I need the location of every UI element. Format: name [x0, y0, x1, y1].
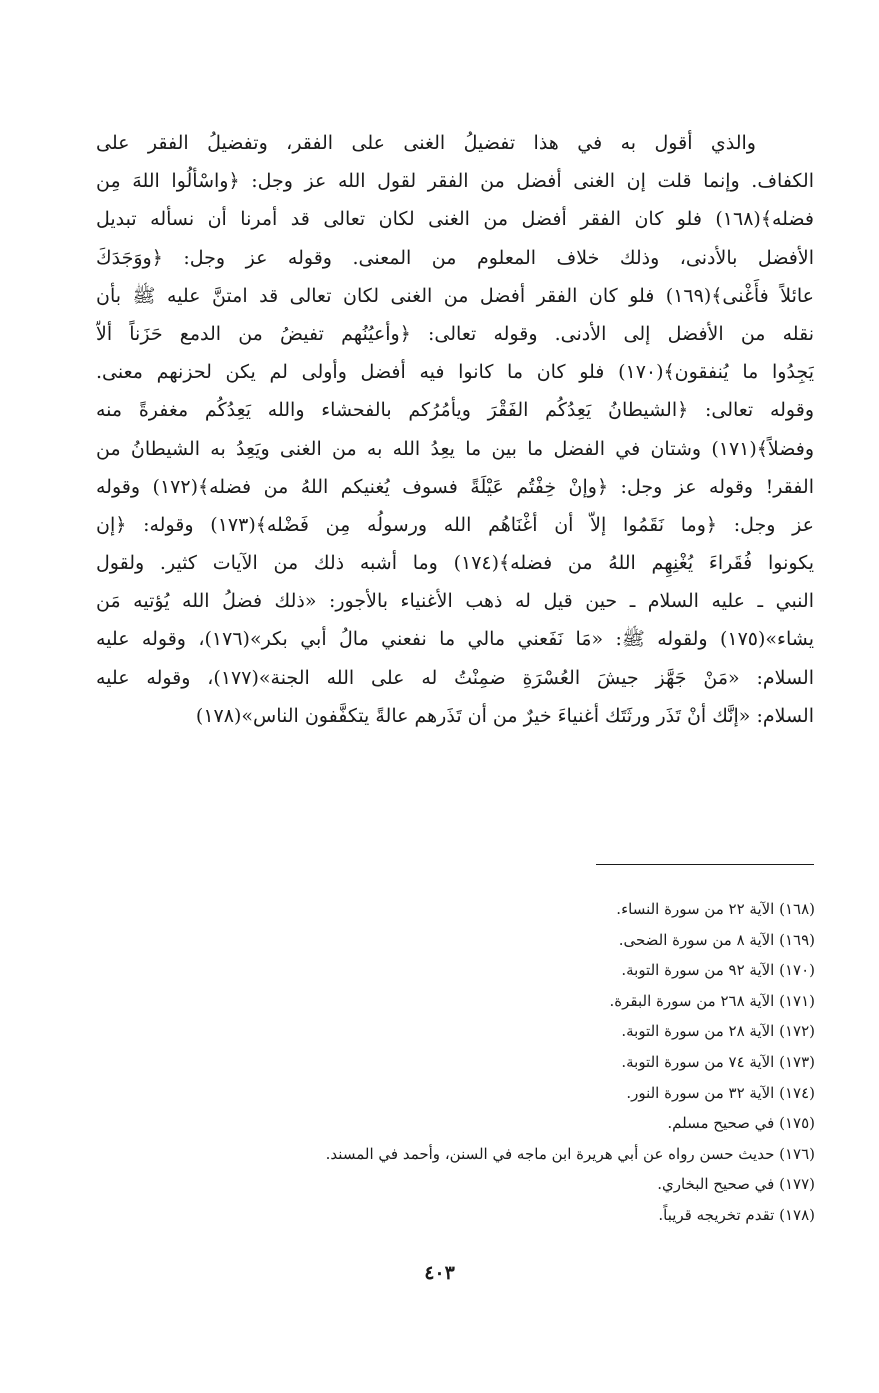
text-line: السلام: «إنَّك أنْ تَذَر ورثَتَك أغنياءَ خيرٌ من أن تَذَرهم عالةً يتكفَّفون الناس»(١٧٨): [195, 704, 814, 727]
page-number: ٤٠٣: [424, 1262, 455, 1284]
text-line: نقله من الأفضل إلى الأدنى. وقوله تعالى: ﴿وأعيُنُهم تفيضُ من الدمع حَزَناً ألاّ: [96, 322, 814, 345]
footnote: (١٦٨) الآية ٢٢ من سورة النساء.: [616, 900, 815, 918]
footnote: (١٧٤) الآية ٣٢ من سورة النور.: [626, 1083, 815, 1102]
footnote: (١٧٦) حديث حسن رواه عن أبي هريرة ابن ماجه في السنن، وأحمد في المسند.: [325, 1144, 815, 1163]
footnote: (١٧٠) الآية ٩٢ من سورة التوبة.: [621, 961, 815, 980]
text-line: عز وجل: ﴿وما نَقَمُوا إلاّ أن أغْنَاهُم الله ورسولُه مِن فَضْله﴾(١٧٣) وقوله: ﴿إن: [96, 513, 814, 536]
text-line: فضله﴾(١٦٨) فلو كان الفقر أفضل من الغنى لكان تعالى قد أمرنا أن نسأله تبديل: [96, 208, 814, 231]
footnotes: [115, 894, 815, 1231]
footnote: (١٧٣) الآية ٧٤ من سورة التوبة.: [621, 1052, 815, 1071]
text-line: عائلاً فأَغْنى﴾(١٦٩) فلو كان الفقر أفضل من الغنى لكان تعالى قد امتنَّ عليه ﷺ بأن: [96, 284, 814, 307]
footnote: (١٧٢) الآية ٢٨ من سورة التوبة.: [621, 1022, 815, 1041]
text-line: السلام: «مَنْ جَهَّز جيشَ العُسْرَةِ ضمِنْتُ له على الله الجنة»(١٧٧)، وقوله عليه: [96, 666, 814, 689]
text-line: النبي ـ عليه السلام ـ حين قيل له ذهب الأغنياء بالأجور: «ذلك فضلُ الله يُؤتيه مَن: [96, 590, 814, 613]
text-line: وفضلاً﴾(١٧١) وشتان في الفضل ما بين ما يعِدُ الله به من الغنى ويَعِدُ به الشيطانُ من: [96, 437, 814, 460]
text-line: يَجِدُوا ما يُنفقون﴾(١٧٠) فلو كان ما كانوا فيه أفضل وأولى لم يكن لحزنهم معنى.: [96, 361, 814, 384]
text-line: يكونوا فُقَراءَ يُغْنِهِم اللهُ من فضله﴾(١٧٤) وما أشبه ذلك من الآيات كثير. ولقول: [96, 552, 814, 575]
text-line: يشاء»(١٧٥) ولقوله ﷺ: «مَا نَفَعني مالي ما نفعني مالُ أبي بكر»(١٧٦)، وقوله عليه: [96, 628, 814, 651]
text-line: الفقر! وقوله عز وجل: ﴿وإنْ خِفْتُم عَيْلَةً فسوف يُغنيكم اللهُ من فضله﴾(١٧٢) وقوله: [96, 475, 814, 498]
text-line: الكفاف. وإنما قلت إن الغنى أفضل من الفقر لقول الله عز وجل: ﴿واسْألُوا اللهَ مِن: [96, 170, 814, 193]
footnote: (١٧٥) في صحيح مسلم.: [667, 1114, 815, 1133]
footnote: (١٧٨) تقدم تخريجه قريباً.: [658, 1205, 815, 1224]
text-line: وقوله تعالى: ﴿الشيطانُ يَعِدُكُم الفَقْرَ ويأمُرُكم بالفحشاء والله يَعِدُكُم مغفرةً منه: [96, 399, 814, 422]
footnote: (١٧١) الآية ٢٦٨ من سورة البقرة.: [609, 991, 815, 1010]
text-line: والذي أقول به في هذا تفضيلُ الغنى على الفقر، وتفضيلُ الفقر على: [96, 132, 756, 154]
footnote-separator: [596, 864, 814, 865]
footnote: (١٦٩) الآية ٨ من سورة الضحى.: [618, 930, 815, 949]
main-text: [96, 124, 814, 735]
footnote: (١٧٧) في صحيح البخاري.: [657, 1175, 815, 1194]
text-line: الأفضل بالأدنى، وذلك خلاف المعلوم من المعنى. وقوله عز وجل: ﴿ووَجَدَكَ: [96, 246, 814, 269]
